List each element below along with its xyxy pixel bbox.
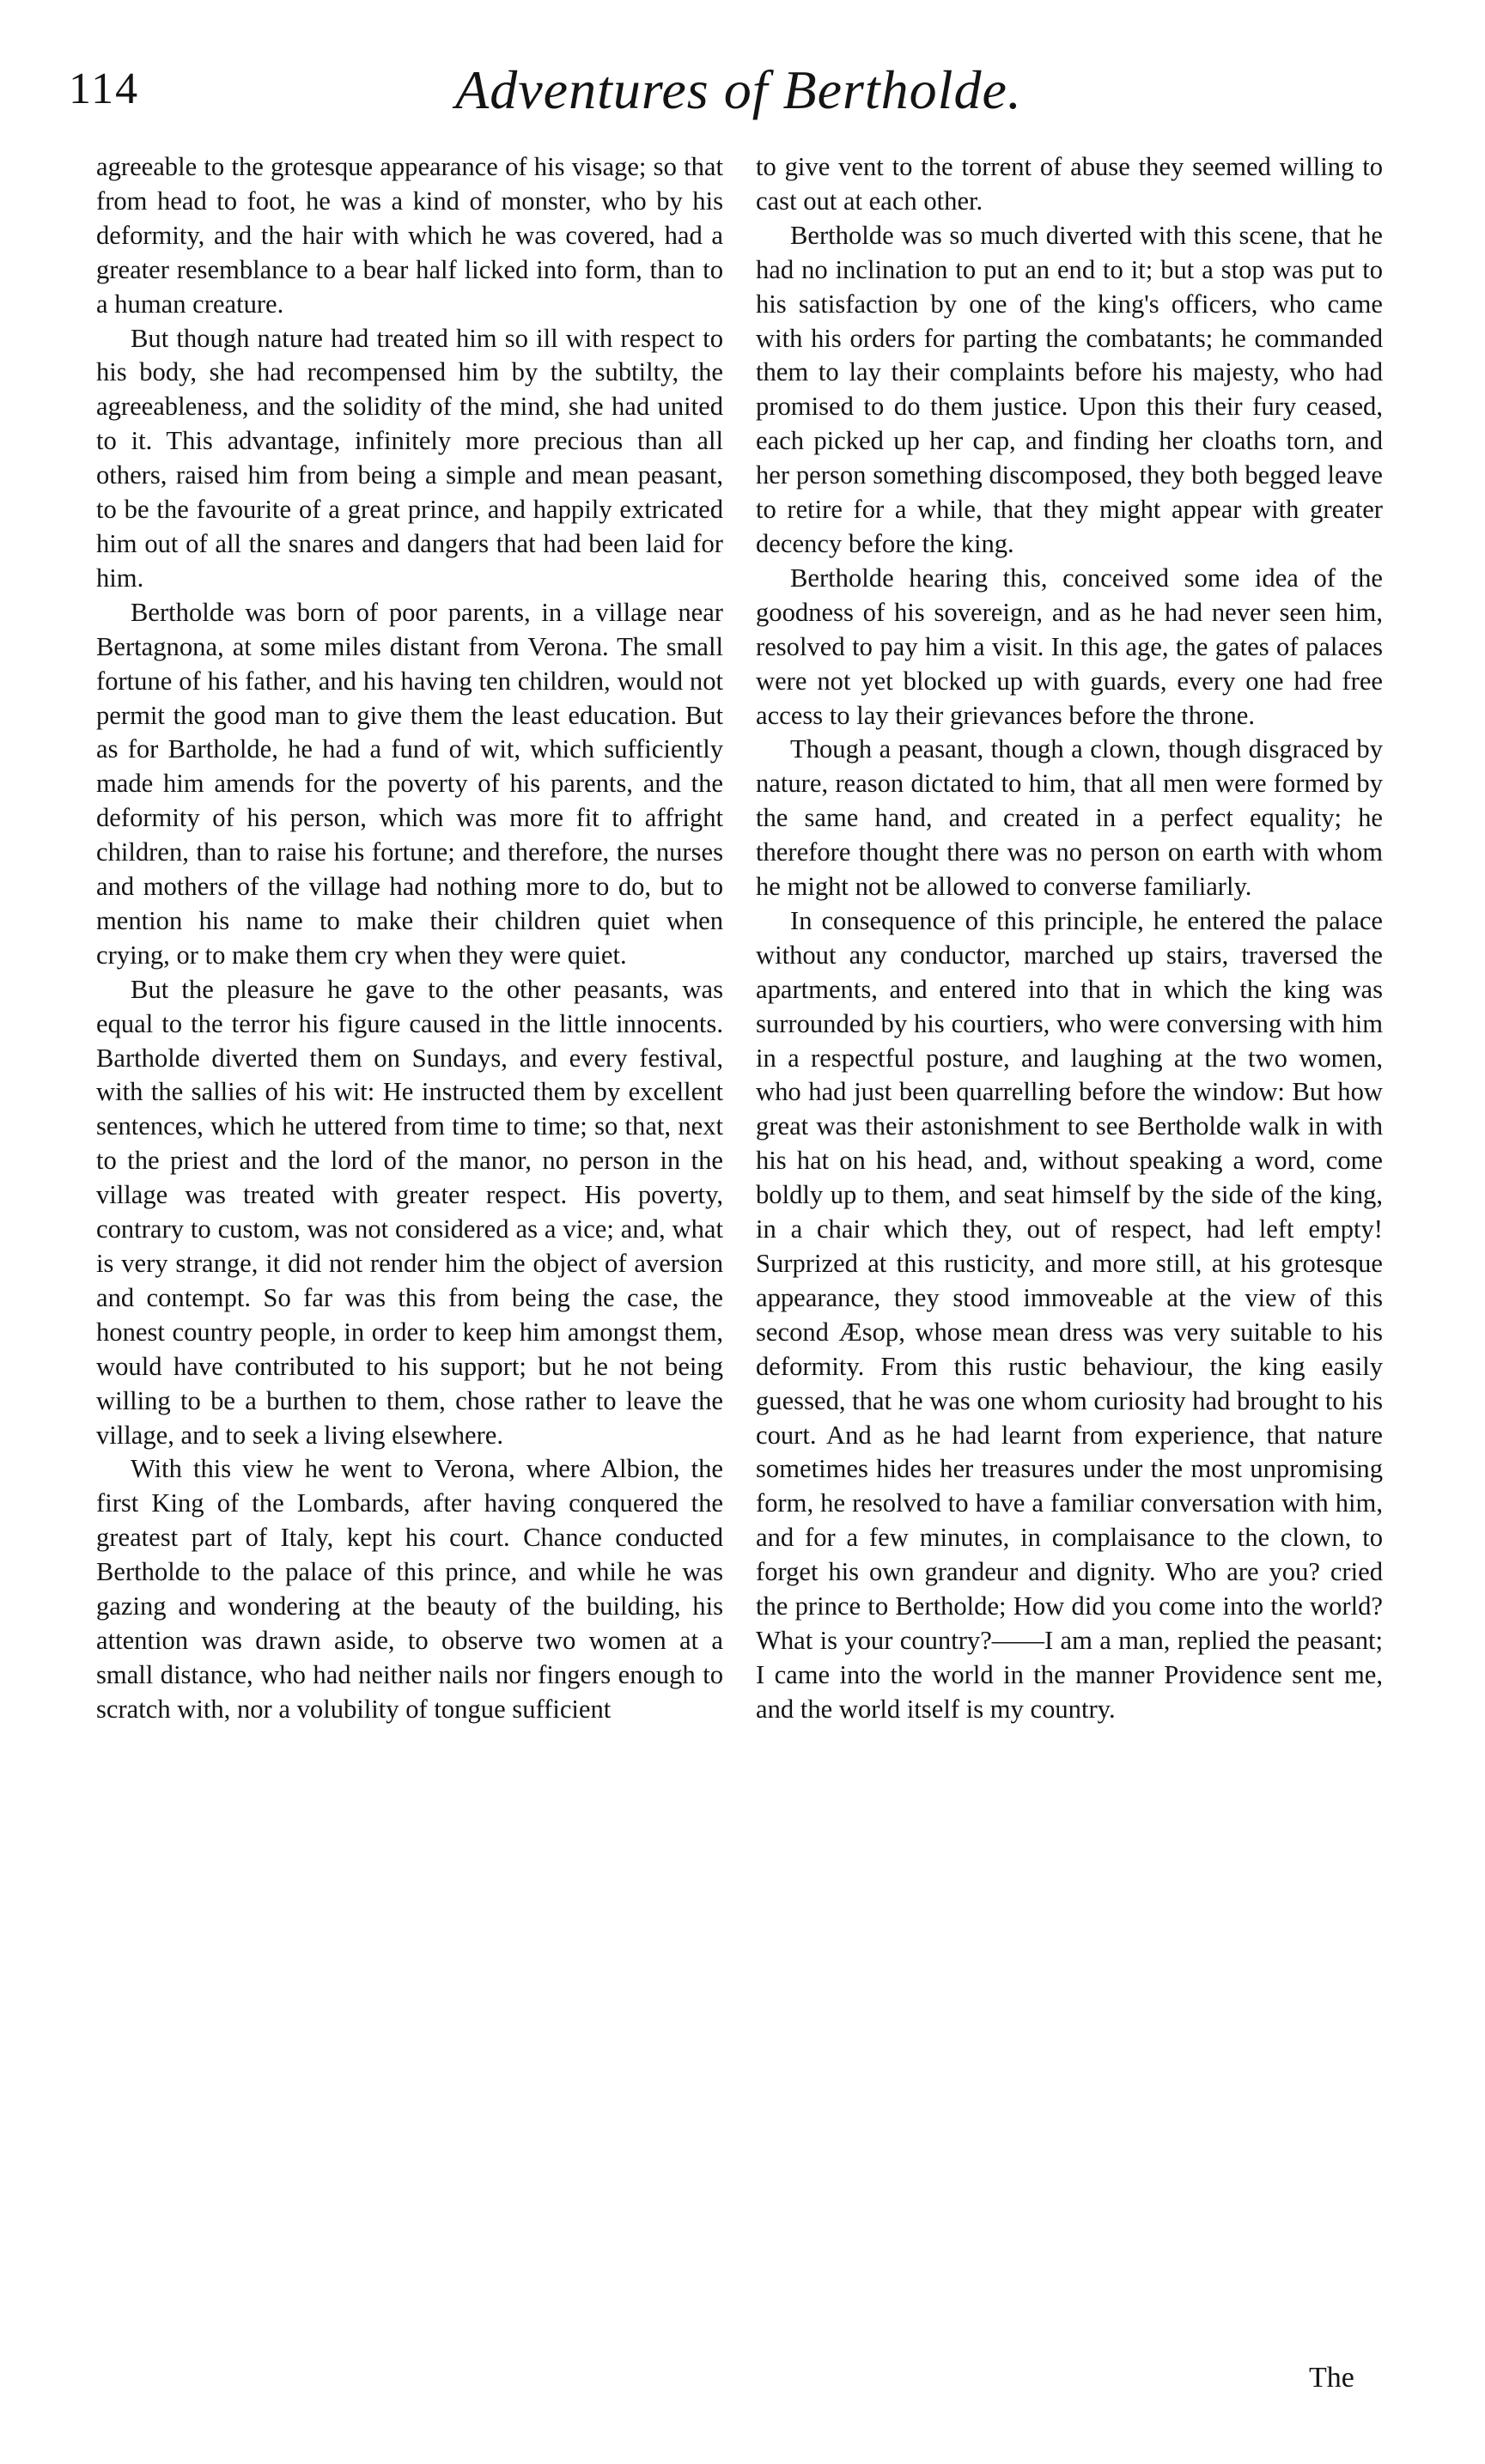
running-title: Adventures of Bertholde. xyxy=(455,59,1022,120)
paragraph: In consequence of this principle, he entered the palace without any conductor, marched up stairs, traversed the apartments, and entered into that in which the king was surrounded by his courtiers, who were conversing with him in a respectful posture, and laughing at the two women, who had just been quarrelling before the window: But how great was their astonishment to see Bertholde walk in with his hat on his head, and, without speaking a word, come boldly up to them, and seat himself by the side of the king, in a chair which they, out of respect, had left empty! Surprized at this rusticity, and more still, at his grotesque appearance, they stood immoveable at the view of this second Æsop, whose mean dress was very suitable to his deformity. From this rustic behaviour, the king easily guessed, that he was one whom curiosity had brought to his court. And as he had learnt from experience, that nature sometimes hides her treasures under the most unpromising form, he resolved to have a familiar conversation with him, and for a few minutes, in complaisance to the clown, to forget his own grandeur and dignity. Who are you? cried the prince to Bertholde; How did you come into the world? What is your country?——I am a man, replied the peasant; I came into the world in the manner Providence sent me, and the world itself is my country. xyxy=(756,905,1383,1724)
paragraph: Bertholde was so much diverted with this scene, that he had no inclination to put an end to it; but a stop was put to his satisfaction by one of the king's officers, who came with his orders for parting the combatants; he commanded them to lay their complaints before his majesty, who had promised to do them justice. Upon this their fury ceased, each picked up her cap, and finding her cloaths torn, and her person something discomposed, they both begged leave to retire for a while, that they might appear with greater decency before the king. xyxy=(756,220,1383,558)
paragraph: to give vent to the torrent of abuse they seemed willing to cast out at each other. xyxy=(756,152,1383,216)
paragraph: Bertholde was born of poor parents, in a village near Bertagnona, at some miles distant from Verona. The small fortune of his father, and his having ten children, would not permit the good man to give them the least education. But as for Bartholde, he had a fund of wit, which sufficiently made him amends for the poverty of his parents, and the deformity of his person, which was more fit to affright children, than to raise his fortune; and therefore, the nurses and mothers of the village had nothing more to do, but to mention his name to make their children quiet when crying, or to make them cry when they were quiet. xyxy=(96,597,723,970)
paragraph: Though a peasant, though a clown, though disgraced by nature, reason dictated to him, that all men were formed by the same hand, and created in a perfect equality; he therefore thought there was no person on earth with whom he might not be allowed to converse familiarly. xyxy=(756,734,1383,902)
left-column xyxy=(96,150,723,1727)
paragraph: Bertholde hearing this, conceived some idea of the goodness of his sovereign, and as he had never seen him, resolved to pay him a visit. In this age, the gates of palaces were not yet blocked up with guards, every one had free access to lay their grievances before the throne. xyxy=(756,563,1383,730)
page-number: 114 xyxy=(69,64,140,113)
paragraph: But the pleasure he gave to the other peasants, was equal to the terror his figure caused in the little innocents. Bartholde diverted them on Sundays, and every festival, with the sallies of his wit: He instructed them by excellent sentences, which he uttered from time to time; so that, next to the priest and the lord of the manor, no person in the village was treated with greater respect. His poverty, contrary to custom, was not considered as a vice; and, what is very strange, it did not render him the object of aversion and contempt. So far was this from being the case, the honest country people, in order to keep him amongst them, would have contributed to his support; but he not being willing to be a burthen to them, chose rather to leave the village, and to seek a living elsewhere. xyxy=(96,974,723,1450)
catchword: The xyxy=(1309,2362,1354,2394)
paragraph: agreeable to the grotesque appearance of his visage; so that from head to foot, he was a kind of monster, who by his deformity, and the hair with which he was covered, had a greater resemblance to a bear half licked into form, than to a human creature. xyxy=(96,152,723,319)
page-header xyxy=(69,58,1409,136)
paragraph: But though nature had treated him so ill with respect to his body, she had recompensed him by the subtilty, the agreeableness, and the solidity of the mind, she had united to it. This advantage, infinitely more precious than all others, raised him from being a simple and mean peasant, to be the favourite of a great prince, and happily extricated him out of all the snares and dangers that had been laid for him. xyxy=(96,323,723,593)
paragraph: With this view he went to Verona, where Albion, the first King of the Lombards, after having conquered the greatest part of Italy, kept his court. Chance conducted Bertholde to the palace of this prince, and while he was gazing and wondering at the beauty of the building, his attention was drawn aside, to observe two women at a small distance, who had neither nails nor fingers enough to scratch with, nor a volubility of tongue sufficient xyxy=(96,1454,723,1724)
right-column xyxy=(756,150,1383,1727)
